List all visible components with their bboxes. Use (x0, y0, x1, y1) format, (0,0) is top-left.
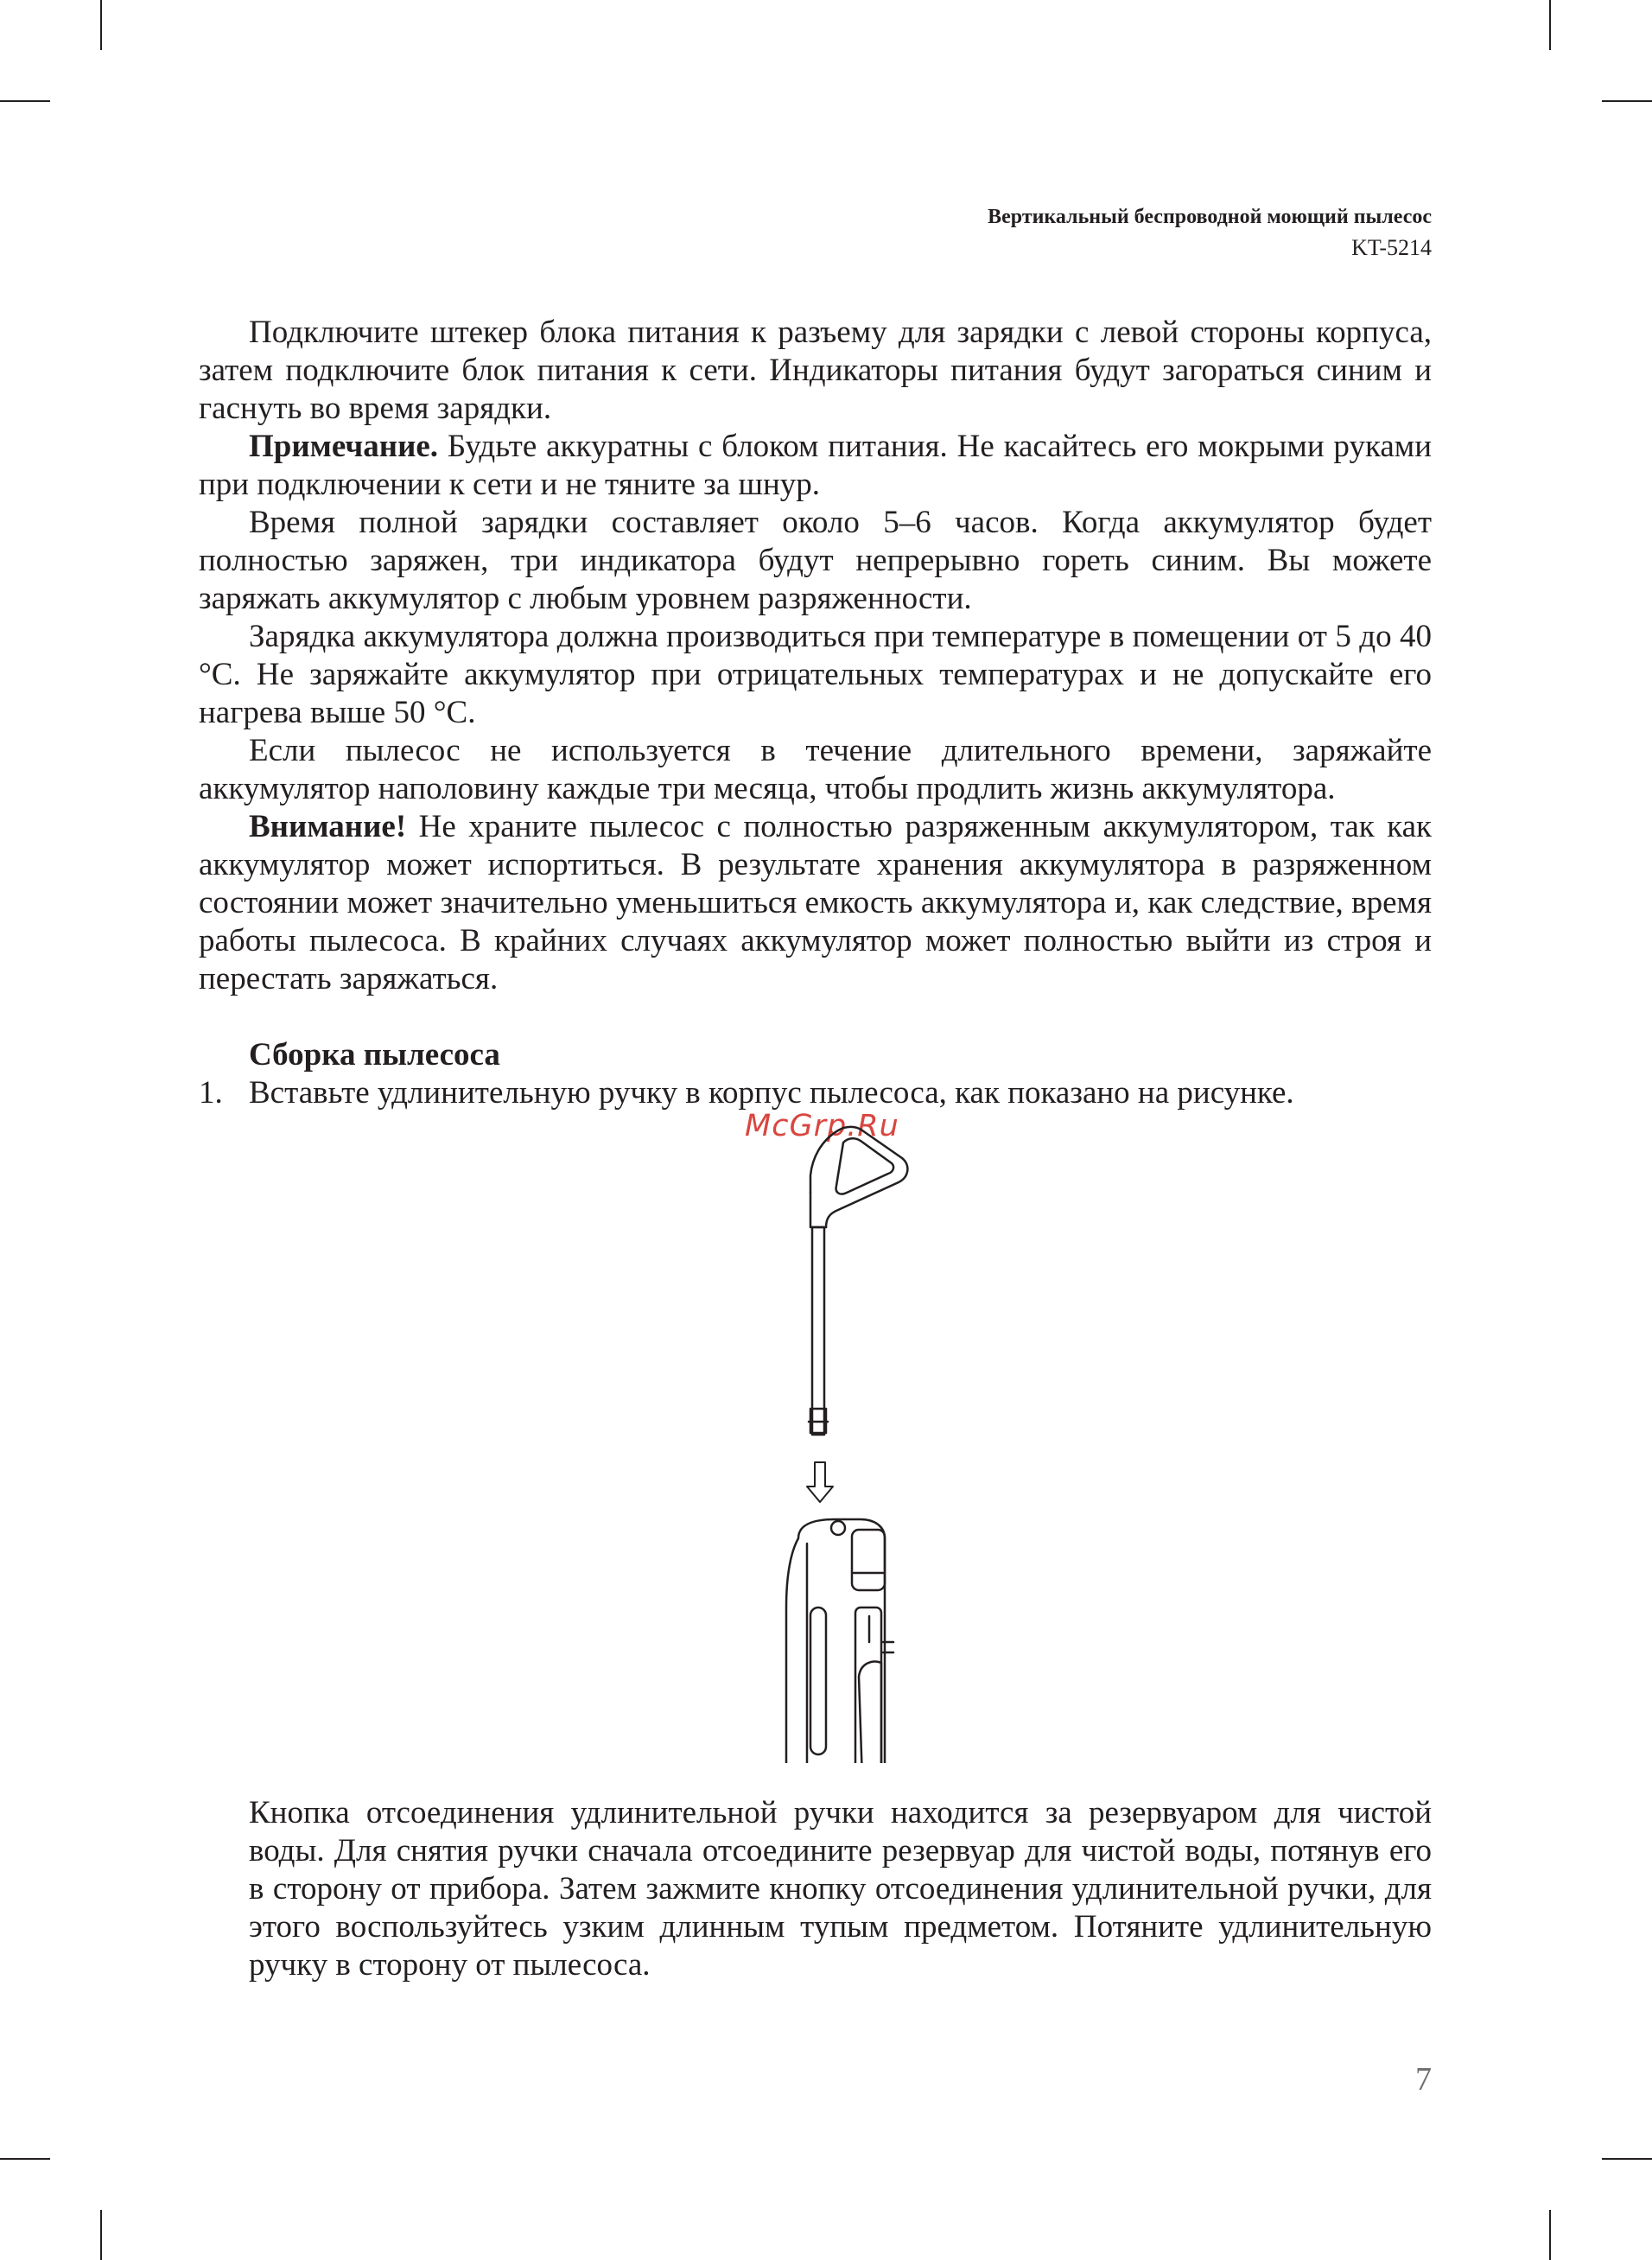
list-item-text: Вставьте удлинительную ручку в корпус пылесоса, как показано на рисунке. (249, 1075, 1294, 1111)
list-item-number: 1. (199, 1075, 223, 1111)
list-item (199, 1074, 1432, 1112)
crop-mark-top-right (1549, 0, 1551, 50)
crop-mark-left-bottom (0, 2158, 50, 2160)
crop-mark-bottom-left (100, 2210, 102, 2260)
paragraph: Подключите штекер блока питания к разъему для зарядки с левой стороны корпуса, затем подключите блок питания к сети. Индикаторы питания будут загораться синим и гаснуть во время зарядки. (199, 315, 1432, 426)
vacuum-assembly-illustration (691, 1124, 950, 1763)
note-label: Примечание. (249, 429, 439, 464)
crop-mark-top-left (100, 0, 102, 50)
note-text: Будьте аккуратны с блоком питания. Не касайтесь его мокрыми руками при подключении к сети и не тяните за шнур. (199, 429, 1433, 502)
handle-grip (810, 1127, 907, 1227)
crop-mark-left-top (0, 100, 50, 102)
body-text-after-figure (249, 1794, 1432, 1984)
header-model: KT-5214 (1351, 235, 1432, 260)
warning-text: Не храните пылесос с полностью разряженным аккумулятором, так как аккумулятор может испортиться. В результате хранения аккумулятора в разряженном состоянии может значительно уменьшиться емкость аккумулятора и, как следствие, время работы пылесоса. В крайних случаях аккумулятор может полностью выйти из строя и перестать заряжаться. (199, 809, 1433, 996)
warning-label: Внимание! (249, 809, 407, 844)
crop-mark-bottom-right (1549, 2210, 1551, 2260)
header-title: Вертикальный беспроводной моющий пылесос (988, 206, 1432, 228)
running-header (988, 201, 1432, 264)
down-arrow-icon (807, 1462, 833, 1502)
body-text (199, 314, 1432, 1112)
section-title: Сборка пылесоса (249, 1037, 500, 1073)
paragraph: Кнопка отсоединения удлинительной ручки находится за резервуаром для чистой воды. Для снятия ручки сначала отсоедините резервуар для чистой воды, потянув его в сторону от прибора. Затем зажмите кнопку отсоединения удлинительной ручки, для этого воспользуйтесь узким длинным тупым предметом. Потяните удлинительную ручку в сторону от пылесоса. (249, 1795, 1432, 1983)
paragraph-note (199, 428, 1432, 504)
watermark: McGrp.Ru (745, 1109, 899, 1143)
page-number: 7 (1415, 2061, 1432, 2098)
paragraph-warning (199, 808, 1432, 998)
crop-mark-right-top (1602, 100, 1652, 102)
paragraph: Зарядка аккумулятора должна производиться при температуре в помещении от 5 до 40 °C. Не заряжайте аккумулятор при отрицательных температурах и не допускайте его нагрева выше 50 °C. (199, 619, 1432, 730)
extension-tube (809, 1227, 828, 1435)
vacuum-body (786, 1519, 893, 1763)
crop-mark-right-bottom (1602, 2158, 1652, 2160)
paragraph: Если пылесос не используется в течение длительного времени, заряжайте аккумулятор наполовину каждые три месяца, чтобы продлить жизнь аккумулятора. (199, 733, 1432, 806)
paragraph: Время полной зарядки составляет около 5–6 часов. Когда аккумулятор будет полностью заряжен, три индикатора будут непрерывно гореть синим. Вы можете заряжать аккумулятор с любым уровнем разряженности. (199, 505, 1432, 616)
